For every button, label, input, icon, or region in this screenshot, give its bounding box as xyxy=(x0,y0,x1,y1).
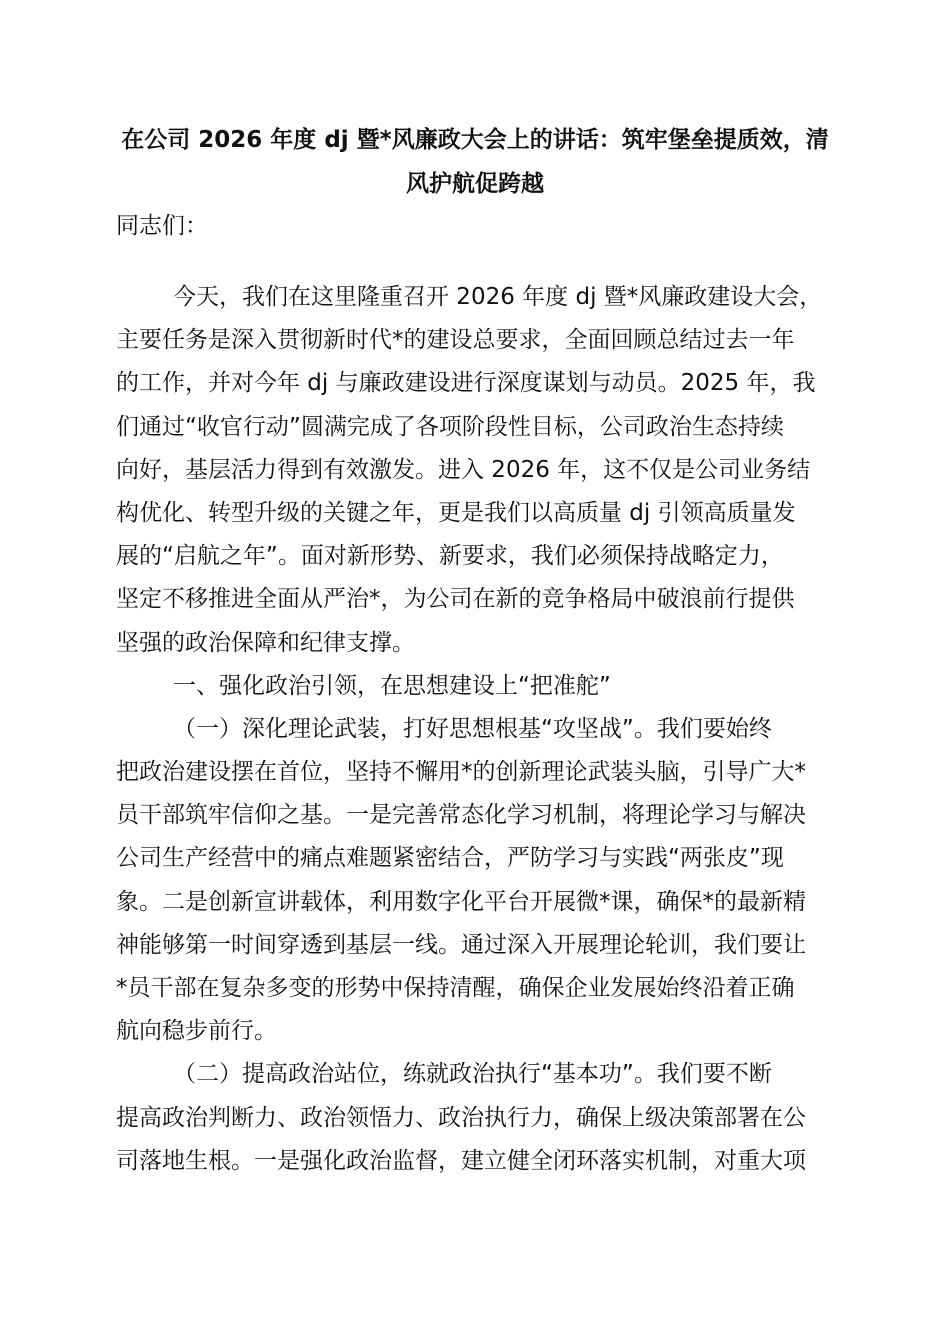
paragraph-line: 司落地生根。一是强化政治监督，建立健全闭环落实机制，对重大项 xyxy=(116,1147,806,1174)
paragraph-line: 向好，基层活力得到有效激发。进入 2026 年，这不仅是公司业务结 xyxy=(116,456,811,483)
paragraph-line: 今天，我们在这里隆重召开 2026 年度 dj 暨*风廉政建设大会， xyxy=(173,284,823,310)
paragraph-line: 主要任务是深入贯彻新时代*的建设总要求，全面回顾总结过去一年 xyxy=(116,327,795,354)
document-body xyxy=(116,276,836,1183)
paragraph-line: 构优化、转型升级的关键之年，更是我们以高质量 dj 引领高质量发 xyxy=(116,499,796,526)
paragraph-line: 提高政治判断力、政治领悟力、政治执行力，确保上级决策部署在公 xyxy=(116,1104,806,1131)
paragraph-line: 展的“启航之年”。面对新形势、新要求，我们必须保持战略定力， xyxy=(116,543,784,570)
paragraph-line: 公司生产经营中的痛点难题紧密结合，严防学习与实践“两张皮”现 xyxy=(116,845,784,872)
paragraph-line: 坚定不移推进全面从严治*，为公司在新的竞争格局中破浪前行提供 xyxy=(116,586,795,613)
salutation: 同志们： xyxy=(116,213,208,239)
document-title xyxy=(112,118,838,206)
paragraph-line: *员干部在复杂多变的形势中保持清醒，确保企业发展始终沿着正确 xyxy=(116,975,795,1001)
subsection-heading: （二）提高政治站位，练就政治执行“基本功”。我们要不断 xyxy=(173,1061,772,1088)
subsection-heading: （一）深化理论武装，打好思想根基“攻坚战”。我们要始终 xyxy=(173,715,772,742)
title-line: 在公司 2026 年度 dj 暨*风廉政大会上的讲话：筑牢堡垒提质效，清 xyxy=(121,127,829,153)
paragraph-line: 神能够第一时间穿透到基层一线。通过深入开展理论轮训，我们要让 xyxy=(116,931,806,958)
paragraph-line: 航向稳步前行。 xyxy=(116,1018,277,1045)
paragraph-line: 坚强的政治保障和纪律支撑。 xyxy=(116,629,415,656)
paragraph-line: 把政治建设摆在首位，坚持不懈用*的创新理论武装头脑，引导广大* xyxy=(116,759,806,786)
paragraph-line: 们通过“收官行动”圆满完成了各项阶段性目标，公司政治生态持续 xyxy=(116,413,784,440)
paragraph-line: 的工作，并对今年 dj 与廉政建设进行深度谋划与动员。2025 年，我 xyxy=(116,370,816,397)
section-heading: 一、强化政治引领，在思想建设上“把准舵” xyxy=(173,672,611,699)
title-line: 风护航促跨越 xyxy=(406,171,544,197)
paragraph-line: 员干部筑牢信仰之基。一是完善常态化学习机制，将理论学习与解决 xyxy=(116,802,806,829)
paragraph-line: 象。二是创新宣讲载体，利用数字化平台开展微*课，确保*的最新精 xyxy=(116,888,806,915)
